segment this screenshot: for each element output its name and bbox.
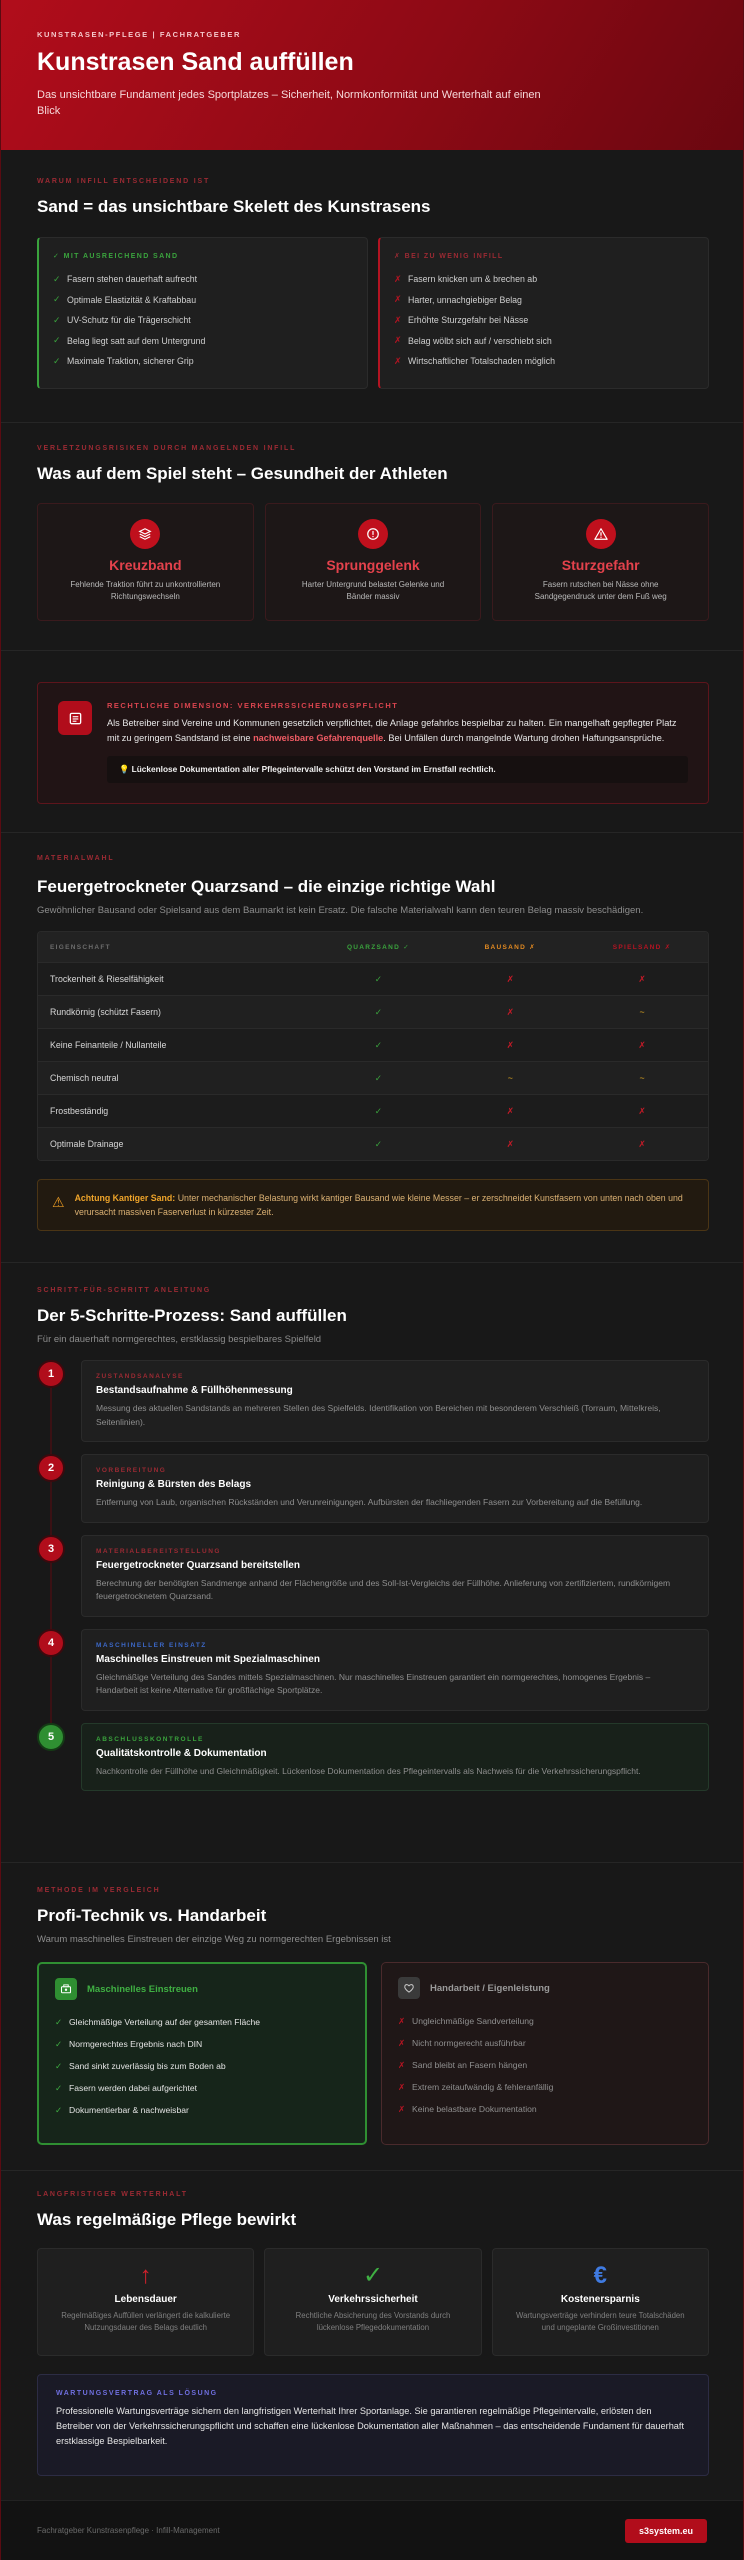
compare-kicker: METHODE IM VERGLEICH: [37, 1887, 161, 1894]
value-card-title: Lebensdauer: [114, 2294, 177, 2305]
legal-note: 💡 Lückenlose Dokumentation aller Pflegeintervalle schützt den Vorstand im Ernstfall rechtlich.: [107, 756, 688, 783]
list-item-label: Normgerechtes Ergebnis nach DIN: [69, 2039, 203, 2049]
row-label: Frostbeständig: [50, 1106, 109, 1116]
bullet-mark: ✓: [53, 294, 61, 305]
quarzsand-cell: ✓: [374, 1138, 383, 1149]
bullet-mark: ✗: [394, 335, 402, 346]
list-item-label: Maximale Traktion, sicherer Grip: [67, 356, 194, 367]
step-kicker: VORBEREITUNG: [96, 1467, 167, 1474]
list-item: [53, 310, 353, 331]
step-text: Gleichmäßige Verteilung des Sandes mittels Spezialmaschinen. Nur maschinelles Einstreuen garantiert ein normgerechtes, homogenes Ergebnis – Handarbeit ist keine Alternative für großflächige Sportplätze.: [96, 1671, 651, 1695]
compare-title: Profi-Technik vs. Handarbeit: [37, 1906, 267, 1925]
list-item-label: Erhöhte Sturzgefahr bei Nässe: [408, 315, 529, 326]
heart-icon: [398, 1977, 420, 1999]
step-text: Entfernung von Laub, organischen Rückständen und Verunreinigungen. Aufbürsten der flachliegenden Fasern zur Vorbereitung auf die Befüllung.: [96, 1497, 643, 1507]
list-item: [398, 2054, 692, 2076]
value-card-text: Wartungsverträge verhindern teure Totalschäden und ungeplante Großinvestitionen: [516, 2311, 685, 2332]
list-item-label: Extrem zeitaufwändig & fehleranfällig: [412, 2082, 554, 2092]
list-item-label: Fasern stehen dauerhaft aufrecht: [67, 274, 198, 285]
step-number: 4: [37, 1629, 65, 1657]
compare-subtitle: Warum maschinelles Einstreuen der einzige Weg zu normgerechten Ergebnissen ist: [37, 1934, 391, 1945]
step-kicker: MATERIALBEREITSTELLUNG: [96, 1547, 221, 1555]
steps-title: Der 5-Schritte-Prozess: Sand auffüllen: [37, 1306, 347, 1325]
list-item: [55, 2055, 349, 2077]
value-card: [37, 2248, 254, 2356]
list-item: [53, 331, 353, 352]
bullet-mark: ✗: [398, 2037, 406, 2048]
value-card-text: Rechtliche Absicherung des Vorstands durch lückenlose Pflegedokumentation: [295, 2311, 451, 2332]
table-row: [38, 1094, 708, 1127]
machine-method-card: [37, 1962, 367, 2145]
risk-card-kreuzband: [37, 503, 254, 621]
list-item: [53, 290, 353, 311]
list-item-label: Belag liegt satt auf dem Untergrund: [67, 335, 206, 346]
bullet-mark: ✗: [394, 273, 402, 284]
quarzsand-cell: ✓: [374, 1105, 383, 1116]
value-card-title: Kostenersparnis: [560, 2294, 640, 2305]
value-card: [492, 2248, 709, 2356]
step-title: Reinigung & Bürsten des Belags: [96, 1479, 252, 1490]
bullet-mark: ✓: [55, 2060, 63, 2071]
step-item: [37, 1723, 709, 1792]
step-card: [81, 1535, 709, 1617]
table-header: EIGENSCHAFT QUARZSAND ✓ BAUSAND ✗ SPIELSAND ✗: [38, 932, 708, 962]
warning-text: Achtung Kantiger Sand: Unter mechanischer Belastung wirkt kantiger Bausand wie kleine Messer – er zerschneidet Kunstfasern von unten nach oben und verursacht massiven Faserverlust in kürzester Zeit.: [74, 1193, 683, 1217]
legal-highlight: nachweisbare Gefahrenquelle: [253, 733, 384, 743]
risk-card-title: Kreuzband: [109, 557, 182, 573]
list-item-label: Fasern knicken um & brechen ab: [408, 274, 538, 285]
bullet-mark: ✓: [53, 314, 61, 325]
hero-header: [1, 0, 743, 150]
step-kicker: ZUSTANDSANALYSE: [96, 1373, 184, 1380]
spielsand-cell: ✗: [638, 1138, 646, 1149]
step-item: [37, 1535, 709, 1617]
bausand-cell: ~: [507, 1073, 513, 1083]
sand-warning: [37, 1179, 709, 1231]
bausand-cell: ✗: [506, 973, 514, 984]
steps-kicker: SCHRITT-FÜR-SCHRITT ANLEITUNG: [37, 1287, 212, 1294]
list-item: [398, 2032, 692, 2054]
list-item-label: Dokumentierbar & nachweisbar: [69, 2105, 189, 2115]
list-item: [394, 269, 694, 290]
good-infill-box: [37, 237, 368, 389]
bullet-mark: ✗: [398, 2059, 406, 2070]
legal-kicker: RECHTLICHE DIMENSION: VERKEHRSSICHERUNGSPFLICHT: [107, 701, 399, 710]
list-item-label: Belag wölbt sich auf / verschiebt sich: [408, 335, 552, 346]
maintenance-kicker: WARTUNGSVERTRAG ALS LÖSUNG: [56, 2390, 218, 2397]
step-title: Maschinelles Einstreuen mit Spezialmaschinen: [96, 1653, 320, 1665]
legal-box: [37, 682, 709, 804]
value-card-text: Regelmäßiges Auffüllen verlängert die kalkulierte Nutzungsdauer des Belags deutlich: [61, 2311, 231, 2332]
bullet-mark: ✓: [55, 2104, 63, 2115]
step-kicker: MASCHINELLER EINSATZ: [96, 1641, 207, 1649]
step-card: [81, 1723, 709, 1792]
hero-kicker: KUNSTRASEN-PFLEGE | FACHRATGEBER: [37, 30, 241, 39]
legal-text: Als Betreiber sind Vereine und Kommunen gesetzlich verpflichtet, die Anlage gefahrlos bespielbar zu halten. Ein mangelhaft gepflegter Platz mit zu geringem Sandstand ist eine nachweisbare Gefahrenquelle. Bei Unfällen durch mangelnde Wartung drohen Haftungsansprüche.: [107, 718, 677, 743]
row-label: Optimale Drainage: [50, 1139, 124, 1149]
list-item-label: Optimale Elastizität & Kraftabbau: [67, 294, 197, 305]
steps-subtitle: Für ein dauerhaft normgerechtes, erstklassig bespielbares Spielfeld: [37, 1334, 322, 1345]
bad-infill-box: [378, 237, 709, 389]
risk-section: [1, 423, 744, 621]
step-number: 1: [37, 1360, 65, 1388]
bullet-mark: ✓: [53, 355, 61, 366]
alert-circle-icon: [358, 519, 388, 549]
step-number: 2: [37, 1454, 65, 1482]
footer-text: Fachratgeber Kunstrasenpflege · Infill-Management: [37, 2526, 220, 2535]
machine-icon: [55, 1978, 77, 2000]
bullet-mark: ✓: [55, 2082, 63, 2093]
step-card: [81, 1629, 709, 1711]
list-item: [394, 331, 694, 352]
infill-title: Sand = das unsichtbare Skelett des Kunstrasens: [37, 197, 431, 216]
risk-kicker: VERLETZUNGSRISIKEN DURCH MANGELNDEN INFILL: [37, 445, 297, 452]
spielsand-cell: ✗: [638, 1105, 646, 1116]
check-icon: ✓: [362, 2262, 384, 2289]
quarzsand-cell: ✓: [374, 1072, 383, 1083]
bausand-cell: ✗: [506, 1006, 514, 1017]
risk-card-sturzgefahr: [492, 503, 709, 621]
list-item-label: Sand sinkt zuverlässig bis zum Boden ab: [69, 2061, 226, 2071]
step-number: 5: [37, 1723, 65, 1751]
list-item: [53, 351, 353, 372]
row-label: Keine Feinanteile / Nullanteile: [50, 1040, 167, 1050]
material-section: [1, 833, 744, 1231]
document-icon: [58, 701, 92, 735]
risk-card-title: Sturzgefahr: [561, 557, 640, 573]
quarzsand-cell: ✓: [374, 1039, 383, 1050]
step-text: Nachkontrolle der Füllhöhe und Gleichmäßigkeit. Lückenlose Dokumentation des Pflegeintervalls als Nachweis für die Verkehrssicherungspflicht.: [96, 1765, 641, 1776]
brand-link-button[interactable]: s3system.eu: [625, 2519, 707, 2543]
table-row: [38, 1028, 708, 1061]
manual-method-title: Handarbeit / Eigenleistung: [430, 1982, 550, 1994]
machine-method-title: Maschinelles Einstreuen: [87, 1983, 198, 1995]
step-title: Feuergetrockneter Quarzsand bereitstellen: [96, 1559, 300, 1571]
hero-subtitle: Das unsichtbare Fundament jedes Sportplatzes – Sicherheit, Normkonformität und Werterhalt auf einen Blick: [37, 89, 541, 117]
bullet-mark: ✓: [53, 335, 61, 346]
step-card: [81, 1360, 709, 1442]
step-title: Bestandsaufnahme & Füllhöhenmessung: [96, 1385, 293, 1396]
value-card: [264, 2248, 481, 2356]
row-label: Chemisch neutral: [50, 1073, 119, 1083]
list-item: [55, 2011, 349, 2033]
warning-icon: ⚠: [52, 1194, 65, 1210]
infill-section: [1, 150, 744, 389]
list-item-label: Harter, unnachgiebiger Belag: [408, 294, 522, 305]
list-item-label: Sand bleibt an Fasern hängen: [412, 2060, 528, 2070]
bullet-mark: ✓: [55, 2038, 63, 2049]
list-item: [398, 2098, 692, 2120]
maintenance-text: Professionelle Wartungsverträge sichern den langfristigen Werterhalt Ihrer Sportanlage. Sie garantieren regelmäßige Pflegeintervalle, erlösten den Betreiber von der Verkehrssicherungspflicht und schaffen eine lückenlose Dokumentation aller Maßnahmen – das entscheidende Fundament für dauerhaft erstklassige Bespielbarkeit.: [56, 2406, 685, 2446]
spielsand-cell: ✗: [638, 1039, 646, 1050]
step-number: 3: [37, 1535, 65, 1563]
bad-infill-head: ✗ BEI ZU WENIG INFILL: [394, 253, 504, 260]
spielsand-cell: ~: [639, 1007, 645, 1017]
maintenance-box: [37, 2374, 709, 2476]
bullet-mark: ✓: [53, 273, 61, 284]
quarzsand-cell: ✓: [374, 1006, 383, 1017]
bullet-mark: ✗: [394, 355, 402, 366]
manual-method-card: [381, 1962, 709, 2145]
list-item-label: Wirtschaftlicher Totalschaden möglich: [408, 356, 556, 367]
list-item: [394, 310, 694, 331]
row-label: Rundkörnig (schützt Fasern): [50, 1007, 161, 1017]
infill-kicker: WARUM INFILL ENTSCHEIDEND IST: [37, 178, 211, 185]
list-item: [55, 2099, 349, 2121]
table-row: [38, 962, 708, 995]
compare-section: [1, 1863, 744, 2145]
list-item-label: Fasern werden dabei aufgerichtet: [69, 2083, 198, 2093]
value-card-title: Verkehrssicherheit: [328, 2294, 418, 2305]
row-label: Trockenheit & Rieselfähigkeit: [50, 974, 164, 984]
list-item-label: Ungleichmäßige Sandverteilung: [412, 2016, 534, 2026]
footer: [1, 2500, 743, 2560]
bullet-mark: ✗: [394, 314, 402, 325]
material-kicker: MATERIALWAHL: [37, 855, 115, 862]
step-card: [81, 1454, 709, 1523]
material-subtitle: Gewöhnlicher Bausand oder Spielsand aus dem Baumarkt ist kein Ersatz. Die falsche Materialwahl kann den teuren Belag massiv beschädigen.: [37, 905, 644, 916]
list-item: [398, 2010, 692, 2032]
arrow-up-icon: ↑: [139, 2262, 152, 2289]
steps-section: [1, 1263, 744, 1791]
list-item-label: Nicht normgerecht ausführbar: [412, 2038, 526, 2048]
risk-title: Was auf dem Spiel steht – Gesundheit der Athleten: [37, 464, 448, 483]
risk-card-title: Sprunggelenk: [326, 557, 420, 573]
risk-card-text: Fehlende Traktion führt zu unkontrollierten Richtungswechseln: [70, 580, 221, 601]
step-title: Qualitätskontrolle & Dokumentation: [96, 1747, 267, 1759]
list-item-label: UV-Schutz für die Trägerschicht: [67, 315, 191, 326]
list-item: [55, 2033, 349, 2055]
quarzsand-cell: ✓: [374, 973, 383, 984]
step-item: [37, 1360, 709, 1442]
bausand-cell: ✗: [506, 1105, 514, 1116]
table-row: [38, 1127, 708, 1160]
list-item: [394, 290, 694, 311]
bullet-mark: ✗: [398, 2081, 406, 2092]
step-kicker: ABSCHLUSSKONTROLLE: [96, 1735, 204, 1743]
spielsand-cell: ✗: [638, 973, 646, 984]
bausand-cell: ✗: [506, 1039, 514, 1050]
spielsand-cell: ~: [639, 1073, 645, 1083]
risk-card-text: Harter Untergrund belastet Gelenke und Bänder massiv: [301, 580, 445, 601]
material-title: Feuergetrockneter Quarzsand – die einzige richtige Wahl: [37, 877, 496, 896]
table-row: [38, 1061, 708, 1094]
layers-icon: [130, 519, 160, 549]
value-kicker: LANGFRISTIGER WERTERHALT: [37, 2191, 188, 2198]
list-item-label: Keine belastbare Dokumentation: [412, 2104, 537, 2114]
step-item: [37, 1629, 709, 1711]
step-item: [37, 1454, 709, 1523]
table-row: [38, 995, 708, 1028]
risk-card-sprunggelenk: [265, 503, 482, 621]
list-item-label: Gleichmäßige Verteilung auf der gesamten Fläche: [69, 2017, 261, 2027]
bullet-mark: ✗: [398, 2015, 406, 2026]
risk-card-text: Fasern rutschen bei Nässe ohne Sandgegendruck unter dem Fuß weg: [534, 580, 667, 601]
page-title: Kunstrasen Sand auffüllen: [37, 48, 354, 76]
list-item: [398, 2076, 692, 2098]
step-text: Berechnung der benötigten Sandmenge anhand der Flächengröße und des Soll-Ist-Vergleichs der Füllhöhe. Anlieferung von zertifiziertem, rundkörnigem feuergetrocknetem Quarzsand.: [96, 1577, 671, 1601]
value-title: Was regelmäßige Pflege bewirkt: [37, 2210, 297, 2229]
euro-icon: €: [593, 2262, 607, 2289]
bullet-mark: ✗: [398, 2103, 406, 2114]
good-infill-head: ✓ MIT AUSREICHEND SAND: [53, 253, 179, 260]
list-item: [394, 351, 694, 372]
list-item: [55, 2077, 349, 2099]
value-section: [1, 2171, 744, 2476]
bausand-cell: ✗: [506, 1138, 514, 1149]
material-table: [37, 931, 709, 1161]
bullet-mark: ✓: [55, 2016, 63, 2027]
bullet-mark: ✗: [394, 294, 402, 305]
legal-section: [1, 682, 744, 804]
warning-triangle-icon: [586, 519, 616, 549]
list-item: [53, 269, 353, 290]
step-text: Messung des aktuellen Sandstands an mehreren Stellen des Spielfelds. Identifikation von Bereichen mit besonderem Verschleiß (Torraum, Mittelkreis, Seitenlinien).: [96, 1403, 661, 1427]
